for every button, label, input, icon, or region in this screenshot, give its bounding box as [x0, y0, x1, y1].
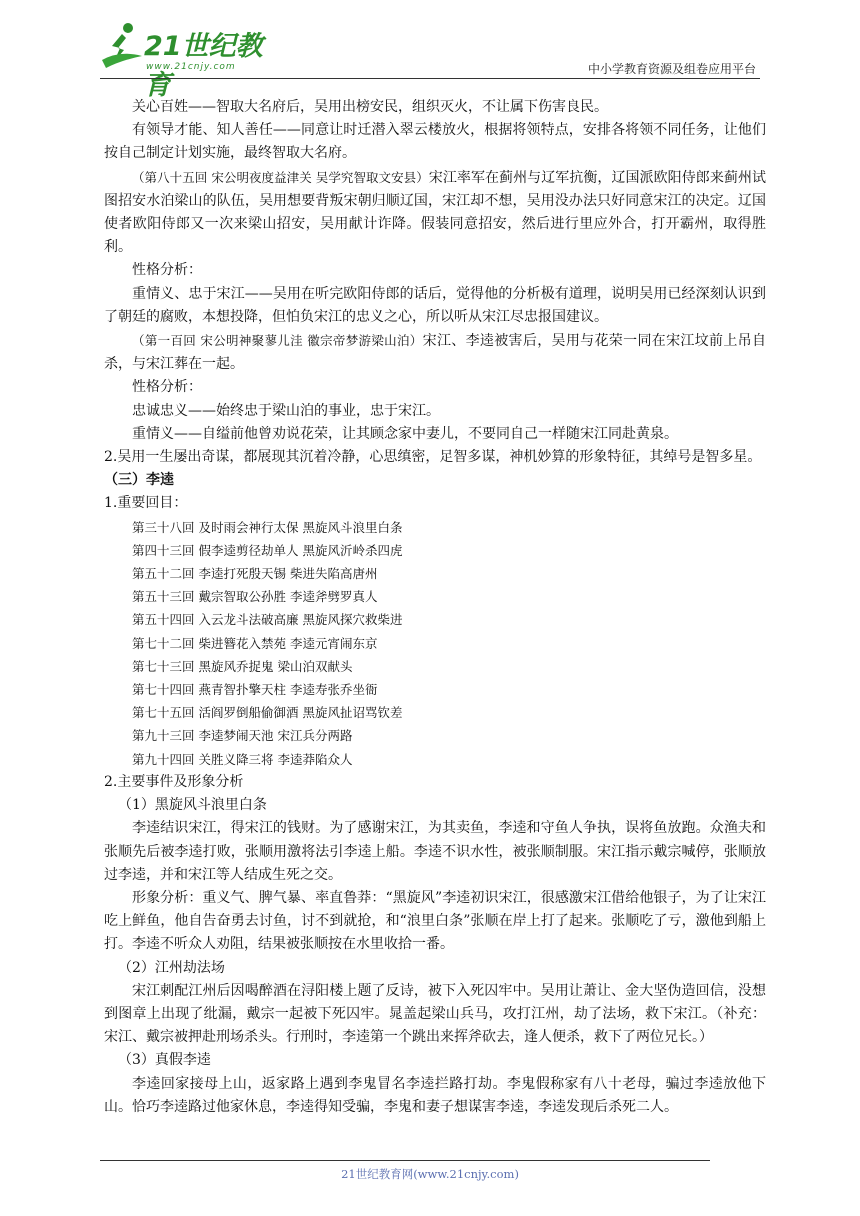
page-footer[interactable]: 21世纪教育网(www.21cnjy.com) [341, 1167, 519, 1181]
chapter-item: 第九十四回 关胜义降三将 李逵莽陷众人 [132, 751, 353, 767]
document-body [104, 96, 766, 1119]
logo-url: www.21cnjy.com [146, 62, 236, 72]
footer-divider [100, 1160, 710, 1161]
chapter-item: 第七十二回 柴进簪花入禁苑 李逵元宵闹东京 [132, 635, 378, 651]
paragraph: 有领导才能、知人善任——同意让时迁潜入翠云楼放火，根据将领特点，安排各将领不同任务，让他们按自己制定计划实施，最终智取大名府。 [104, 122, 766, 162]
subsection-heading: 1.重要回目： [104, 495, 188, 512]
chapter-item: 第七十四回 燕青智扑擎天柱 李逵寿张乔坐衙 [132, 682, 378, 698]
runner-logo-icon [100, 20, 144, 72]
paragraph: 李逵结识宋江，得宋江的钱财。为了感谢宋江，为其卖鱼，李逵和守鱼人争执，误将鱼放跑。众渔夫和张顺先后被李逵打败，张顺用激将法引李逵上船。李逵不识水性，被张顺制服。宋江指示戴宗喊停，张顺放过李逵，并和宋江等人结成生死之交。 [104, 820, 766, 883]
paragraph: 形象分析：重义气、脾气暴、率直鲁莽：“黑旋风”李逵初识宋江，很感激宋江借给他银子，为了让宋江吃上鲜鱼，他自告奋勇去讨鱼，讨不到就抢，和“浪里白条”张顺在岸上打了起来。张顺吃了亏，激他到船上打。李逵不听众人劝阻，结果被张顺按在水里收拾一番。 [104, 889, 766, 953]
paragraph: 重情义——自缢前他曾劝说花荣，让其顾念家中妻儿，不要同自己一样随宋江同赴黄泉。 [132, 425, 678, 442]
paragraph-text: 宋江率军在蓟州与辽军抗衡，辽国派欧阳侍郎来蓟州试图招安水泊梁山的队伍，吴用想要背叛宋朝归顺辽国，宋江却不想，吴用没办法只好同意宋江的决定。辽国使者欧阳侍郎又一次来梁山招安，吴用献计诈降。假装同意招安，然后进行里应外合，打开霸州，取得胜利。 [104, 169, 767, 256]
chapter-item: 第四十三回 假李逵剪径劫单人 黑旋风沂岭杀四虎 [132, 542, 403, 558]
paragraph: 2.吴用一生屡出奇谋，都展现其沉着冷静，心思缜密，足智多谋，神机妙算的形象特征，其绰号是智多星。 [104, 449, 762, 466]
chapter-item: 第五十四回 入云龙斗法破高廉 黑旋风探穴救柴进 [132, 612, 403, 628]
section-heading: （三）李逵 [104, 472, 174, 489]
chapter-item: 第五十二回 李逵打死殷天锡 柴进失陷高唐州 [132, 566, 378, 582]
paragraph: 重情义、忠于宋江——吴用在听完欧阳侍郎的话后，觉得他的分析极有道理，说明吴用已经深刻认识到了朝廷的腐败，本想投降，但怕负宋江的忠义之心，所以听从宋江尽忠报国建议。 [104, 285, 766, 325]
chapter-ref: （第一百回 宋公明神聚蓼儿洼 徽宗帝梦游梁山泊） [132, 333, 423, 349]
paragraph-text: 宋江、李逵被害后，吴用与花荣一同在宋江坟前上吊自杀，与宋江葬在一起。 [104, 333, 767, 373]
header-divider [100, 78, 760, 79]
chapter-item: 第五十三回 戴宗智取公孙胜 李逵斧劈罗真人 [132, 589, 378, 605]
subsection-heading: 2.主要事件及形象分析 [104, 773, 244, 790]
event-title: （3）真假李逵 [118, 1052, 211, 1069]
page-header [100, 18, 760, 101]
chapter-ref: （第八十五回 宋公明夜度益津关 吴学究智取文安县） [132, 169, 429, 185]
chapter-item: 第三十八回 及时雨会神行太保 黑旋风斗浪里白条 [132, 519, 403, 535]
paragraph-chapter-ref [104, 166, 766, 260]
chapter-item: 第九十三回 李逵梦闹天池 宋江兵分两路 [132, 728, 353, 744]
paragraph: 关心百姓——智取大名府后，吴用出榜安民，组织灭火，不让属下伤害良民。 [132, 99, 608, 115]
logo-text: 21世纪教育 [144, 31, 263, 101]
paragraph: 忠诚忠义——始终忠于梁山泊的事业，忠于宋江。 [132, 402, 440, 419]
chapter-item: 第七十五回 活阎罗倒船偷御酒 黑旋风扯诏骂钦差 [132, 705, 403, 721]
paragraph-chapter-ref [104, 329, 766, 376]
paragraph: 李逵回家接母上山，返家路上遇到李鬼冒名李逵拦路打劫。李鬼假称家有八十老母，骗过李逵放他下山。恰巧李逵路过他家休息，李逵得知受骗，李鬼和妻子想谋害李逵，李逵发现后杀死二人。 [104, 1075, 766, 1115]
event-title: （2）江州劫法场 [118, 959, 225, 976]
analysis-label: 性格分析： [132, 262, 202, 279]
paragraph: 宋江刺配江州后因喝醉酒在浔阳楼上题了反诗，被下入死囚牢中。吴用让萧让、金大坚伪造回信，没想到图章上出现了纰漏，戴宗一起被下死囚牢。晁盖起梁山兵马，攻打江州，劫了法场，救下宋江。（补充：宋江、戴宗被押赴刑场杀头。行刑时，李逵第一个跳出来挥斧砍去，逢人便杀，救下了两位兄长。） [104, 982, 766, 1046]
event-title: （1）黑旋风斗浪里白条 [118, 797, 267, 814]
platform-title: 中小学教育资源及组卷应用平台 [587, 62, 756, 76]
chapter-item: 第七十三回 黑旋风乔捉鬼 梁山泊双献头 [132, 658, 353, 674]
analysis-label: 性格分析： [132, 379, 202, 396]
site-logo[interactable] [100, 18, 270, 101]
